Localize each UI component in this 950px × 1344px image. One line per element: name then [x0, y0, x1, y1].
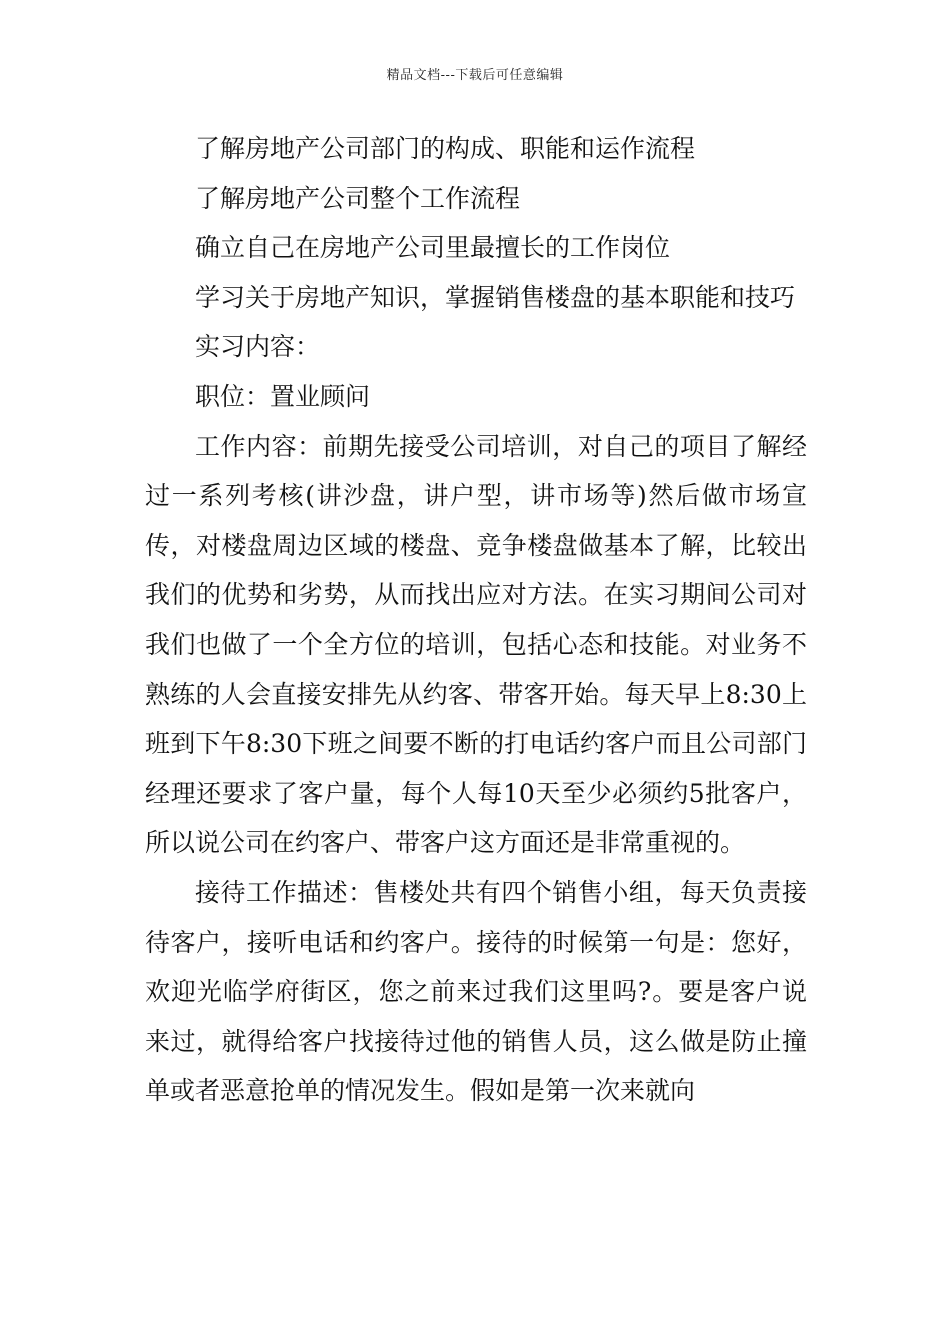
paragraph-goal-4: 学习关于房地产知识，掌握销售楼盘的基本职能和技巧 [195, 282, 796, 312]
section-heading-internship-content: 实习内容： [195, 332, 321, 362]
paragraph-goal-2: 了解房地产公司整个工作流程 [195, 183, 521, 213]
paragraph-position: 职位：置业顾问 [195, 381, 371, 411]
paragraph-work-content: 工作内容：前期先接受公司培训，对自己的项目了解经过一系列考核(讲沙盘，讲户型，讲市场等)然后做市场宣传，对楼盘周边区域的楼盘、竞争楼盘做基本了解，比较出我们的优势和劣势，从而找出应对方法。在实习期间公司对我们也做了一个全方位的培训，包括心态和技能。对业务不熟练的人会直接安排先从约客、带客开始。每天早上8:30上班到下午8:30下班之间要不断的打电话约客户而且公司部门经理还要求了客户量，每个人每10天至少必须约5批客户，所以说公司在约客户、带客户这方面还是非常重视的。 [145, 431, 807, 858]
document-body [145, 124, 807, 1116]
page-header: 精品文档---下载后可任意编辑 [386, 68, 564, 83]
paragraph-reception-work: 接待工作描述：售楼处共有四个销售小组，每天负责接待客户，接听电话和约客户。接待的时候第一句是：您好，欢迎光临学府街区，您之前来过我们这里吗?。要是客户说来过，就得给客户找接待过他的销售人员，这么做是防止撞单或者恶意抢单的情况发生。假如是第一次来就向 [145, 877, 807, 1106]
paragraph-goal-3: 确立自己在房地产公司里最擅长的工作岗位 [195, 233, 671, 263]
paragraph-goal-1: 了解房地产公司部门的构成、职能和运作流程 [195, 134, 696, 163]
